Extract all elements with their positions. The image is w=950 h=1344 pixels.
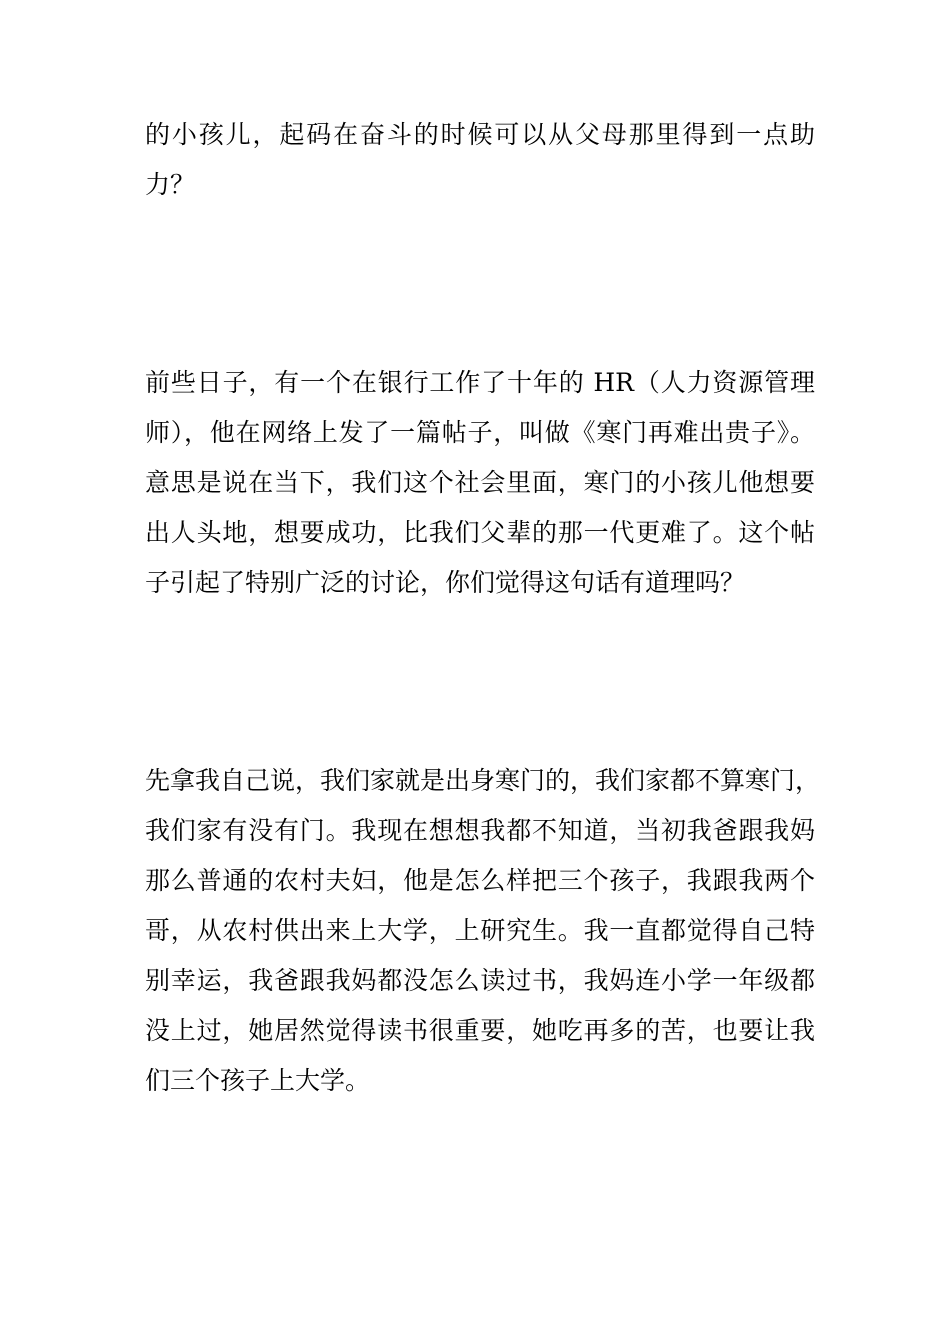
- paragraph-1: [145, 110, 815, 210]
- text-line: 的小孩儿，起码在奋斗的时候可以从父母那里得到一点助: [145, 120, 815, 149]
- text-line: 意思是说在当下，我们这个社会里面，寒门的小孩儿他想要: [145, 468, 815, 497]
- text-line: 我们家有没有门。我现在想想我都不知道，当初我爸跟我妈: [145, 816, 815, 845]
- text-line: 子引起了特别广泛的讨论，你们觉得这句话有道理吗？: [145, 568, 746, 597]
- text-line: 前些日子，有一个在银行工作了十年的 HR（人力资源管理: [145, 368, 815, 397]
- text-line: 哥，从农村供出来上大学，上研究生。我一直都觉得自己特: [145, 916, 815, 945]
- text-line: 先拿我自己说，我们家就是出身寒门的，我们家都不算寒门，: [145, 766, 821, 795]
- text-line: 那么普通的农村夫妇，他是怎么样把三个孩子，我跟我两个: [145, 866, 815, 895]
- text-line: 别幸运，我爸跟我妈都没怎么读过书，我妈连小学一年级都: [145, 966, 815, 995]
- text-line: 们三个孩子上大学。: [145, 1066, 371, 1095]
- paragraph-2: [145, 358, 815, 608]
- paragraph-3: [145, 756, 821, 1106]
- text-line: 没上过，她居然觉得读书很重要，她吃再多的苦，也要让我: [145, 1016, 815, 1045]
- text-line: 力？: [145, 170, 196, 199]
- text-line: 出人头地，想要成功，比我们父辈的那一代更难了。这个帖: [145, 518, 815, 547]
- text-line: 师），他在网络上发了一篇帖子，叫做《寒门再难出贵子》。: [145, 418, 815, 447]
